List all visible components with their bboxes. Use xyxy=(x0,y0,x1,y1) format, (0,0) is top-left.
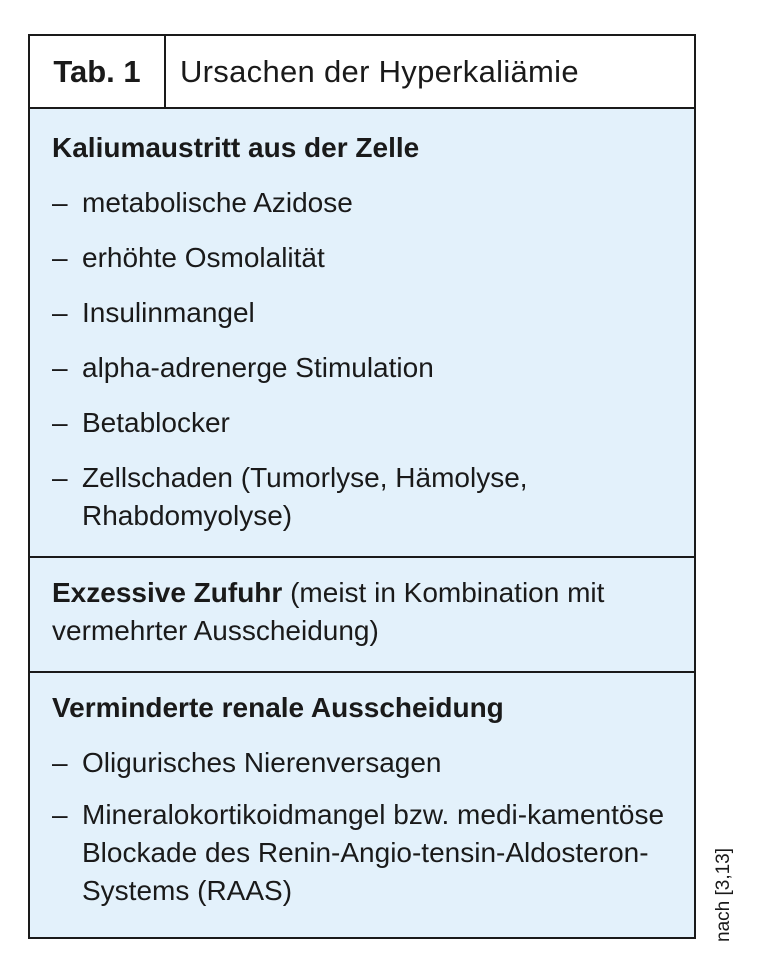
list-item xyxy=(52,744,676,782)
table-number: Tab. 1 xyxy=(30,36,166,107)
list-item xyxy=(52,796,676,910)
list-item-text: erhöhte Osmolalität xyxy=(82,242,325,273)
section-text: (meist in Kombination mit vermehrter Ausscheidung) xyxy=(52,577,605,646)
section-excessive-intake xyxy=(30,556,694,671)
list-item-text: Oligurisches Nierenversagen xyxy=(82,747,442,778)
table-1 xyxy=(28,34,696,939)
list-item-text: Insulinmangel xyxy=(82,297,255,328)
section-paragraph xyxy=(52,574,676,650)
dash-bullet: – xyxy=(52,407,68,438)
dash-bullet: – xyxy=(52,187,68,218)
list-item-text: metabolische Azidose xyxy=(82,187,353,218)
dash-bullet: – xyxy=(52,297,68,328)
list-item xyxy=(52,404,676,442)
section-heading: Kaliumaustritt aus der Zelle xyxy=(52,132,420,163)
list-item-text: Mineralokortikoidmangel bzw. medi-kamentöse Blockade des Renin-Angio-tensin-Aldosteron-Systems (RAAS) xyxy=(82,799,665,906)
section-heading: Verminderte renale Ausscheidung xyxy=(52,692,504,723)
dash-bullet: – xyxy=(52,799,68,830)
list-item xyxy=(52,239,676,277)
table-title: Ursachen der Hyperkaliämie xyxy=(180,53,579,89)
list-item-text: Betablocker xyxy=(82,407,230,438)
table-header xyxy=(30,36,694,109)
list-item xyxy=(52,349,676,387)
source-citation: nach [3,13] xyxy=(713,847,734,942)
list-item xyxy=(52,184,676,222)
dash-bullet: – xyxy=(52,747,68,778)
section-reduced-excretion xyxy=(30,671,694,937)
dash-bullet: – xyxy=(52,462,68,493)
list-item xyxy=(52,459,676,535)
cause-list xyxy=(52,744,676,910)
dash-bullet: – xyxy=(52,352,68,383)
list-item xyxy=(52,294,676,332)
dash-bullet: – xyxy=(52,242,68,273)
cause-list xyxy=(52,184,676,535)
section-heading: Exzessive Zufuhr xyxy=(52,577,283,608)
list-item-text: Zellschaden (Tumorlyse, Hämolyse, Rhabdomyolyse) xyxy=(82,462,528,531)
section-potassium-efflux xyxy=(30,109,694,556)
list-item-text: alpha-adrenerge Stimulation xyxy=(82,352,434,383)
